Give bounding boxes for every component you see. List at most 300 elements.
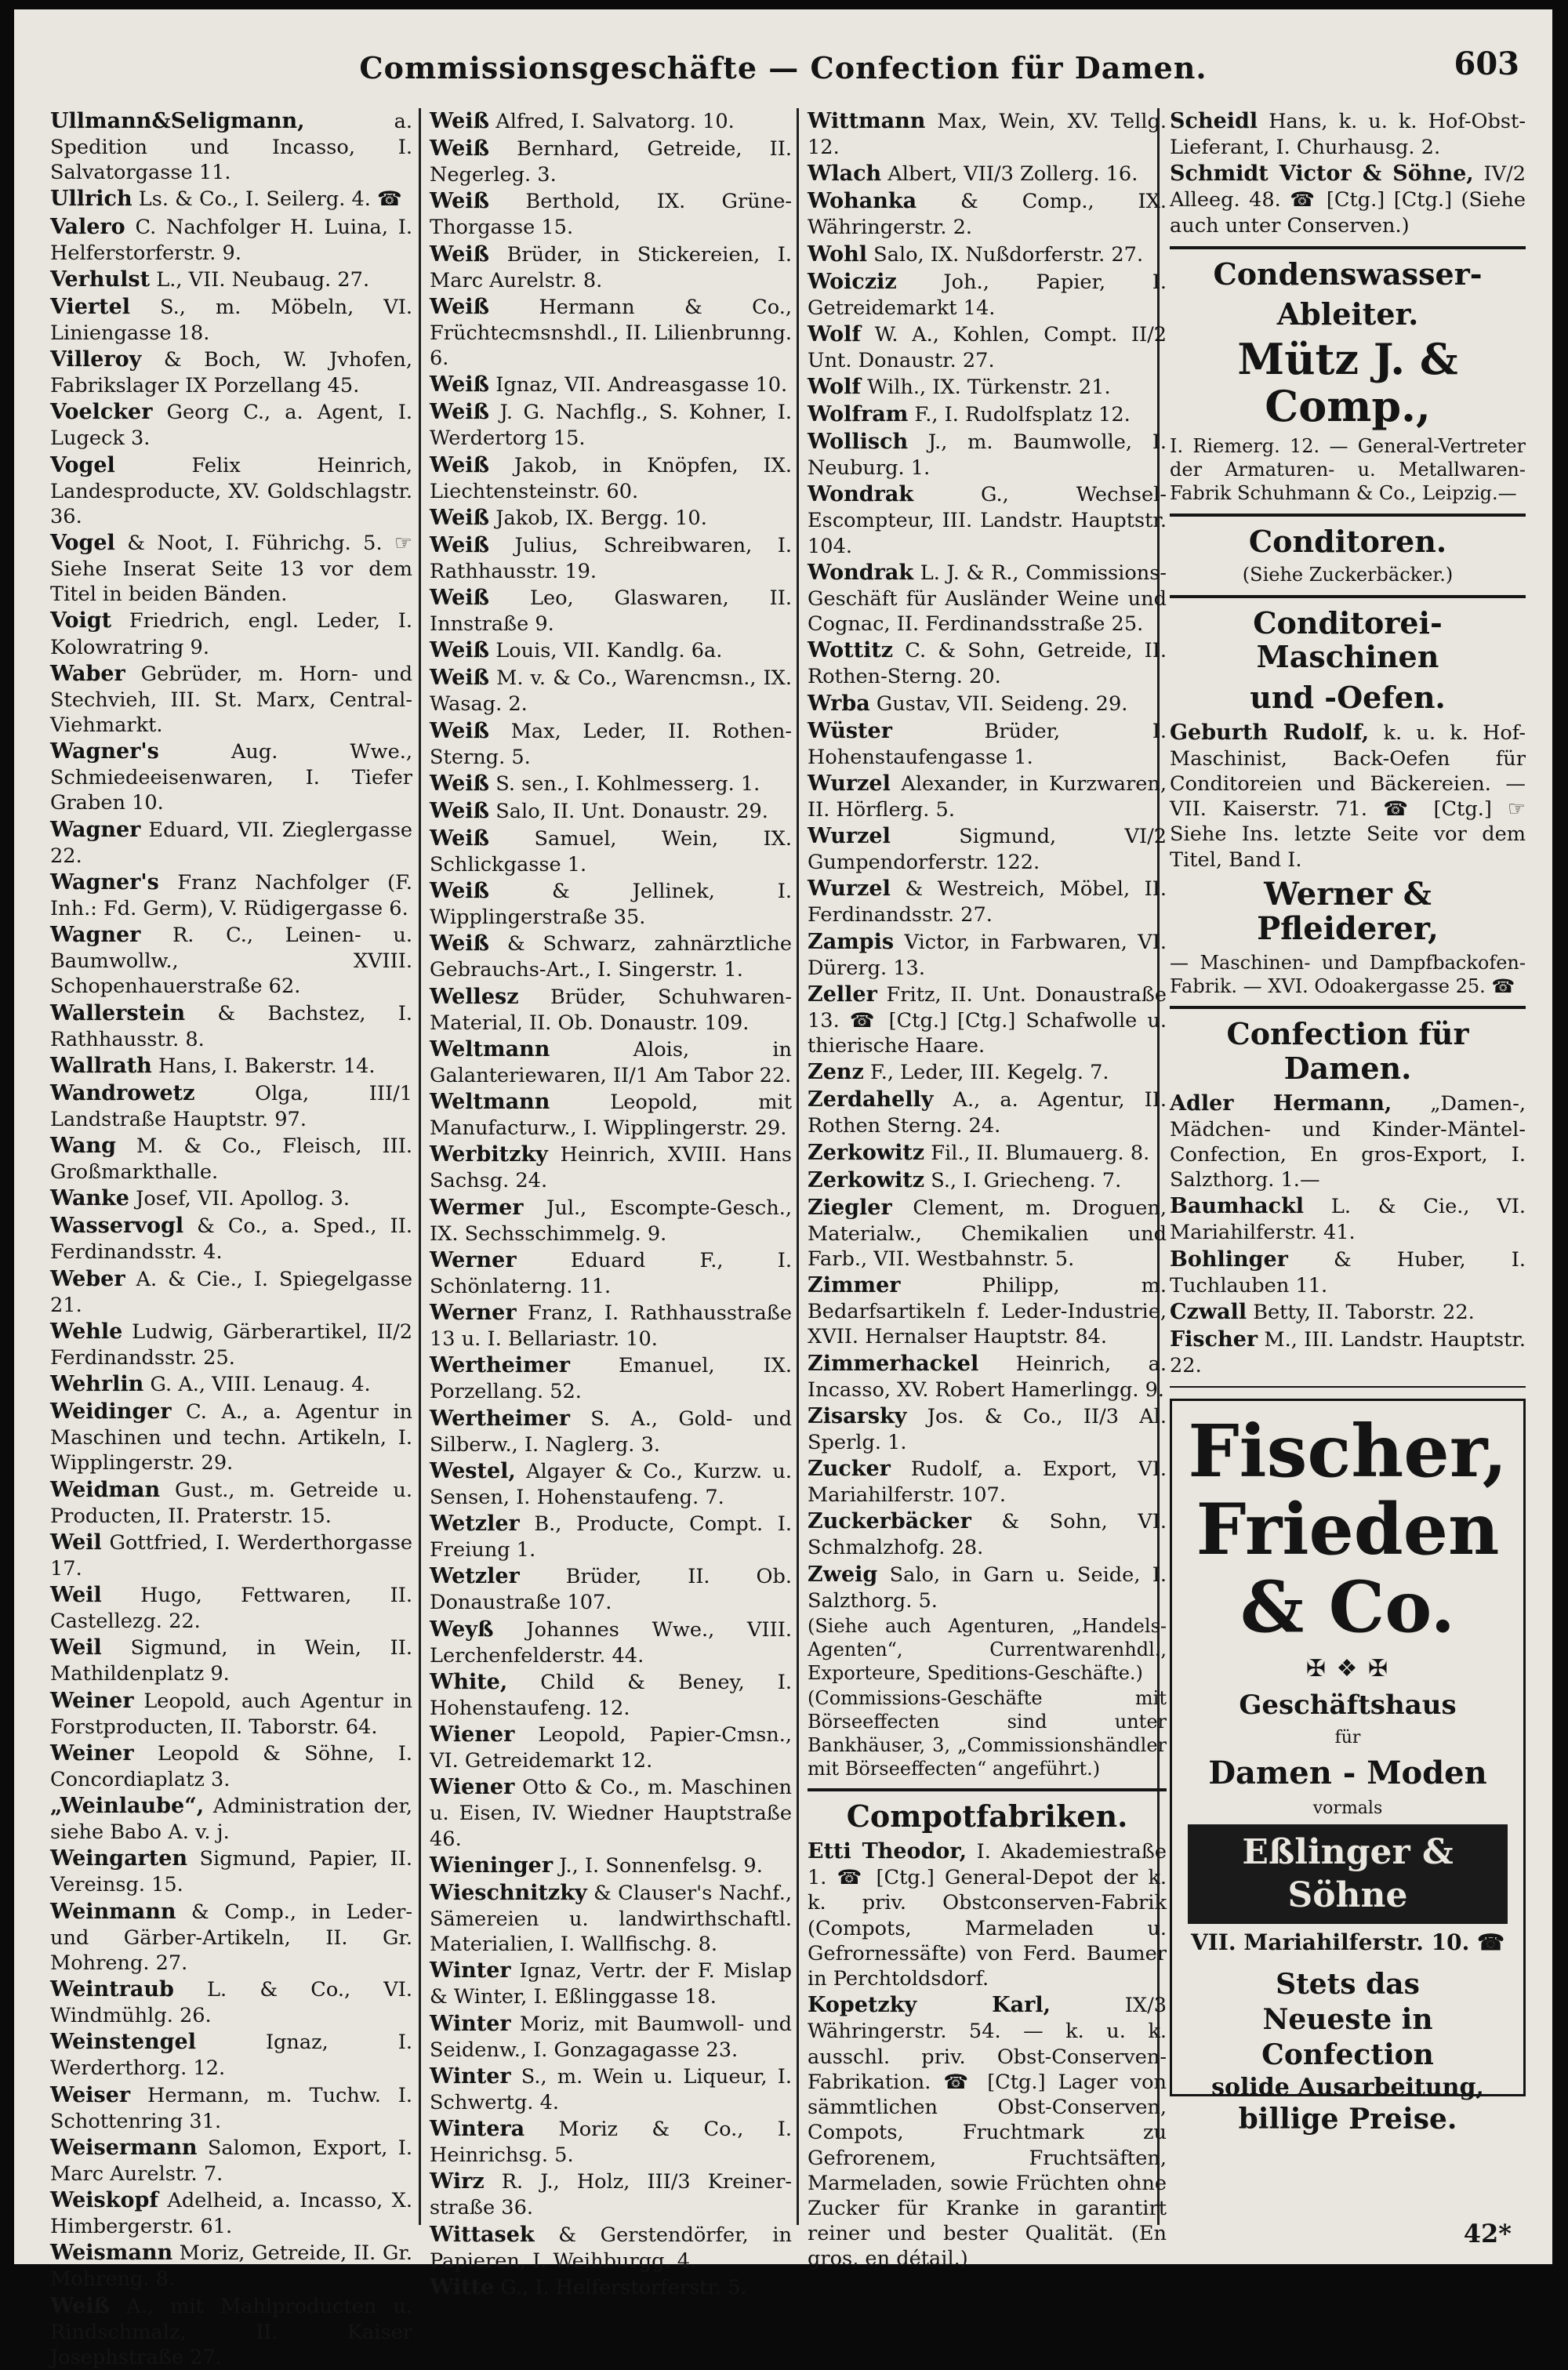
entry-text: Ignaz, VII. Andreasgasse 10. <box>489 373 788 397</box>
directory-entry <box>808 1508 1167 1560</box>
entry-text: C. A., a. Agentur in Maschinen und techn. Artikeln, I. Wipplingerstr. 29. <box>50 1400 412 1475</box>
entry-text: J., I. Sonnenfelsg. 9. <box>553 1853 763 1878</box>
entry-name: Wermer <box>430 1195 524 1220</box>
entry-name: Weintraub <box>50 1977 174 2002</box>
entry-text: Salo, IX. Nußdorferstr. 27. <box>867 242 1144 267</box>
directory-entry <box>808 823 1167 875</box>
entry-text: Moriz, mit Baumwoll- und Seidenw., I. Gonzagagasse 23. <box>430 2012 792 2062</box>
entry-text: & Co., a. Sped., II. Ferdinandsstr. 4. <box>50 1214 412 1265</box>
entry-text: Algayer & Co., Kurzw. u. Sensen, I. Hohenstaufeng. 7. <box>430 1459 792 1509</box>
directory-entry <box>808 321 1167 373</box>
entry-name: Zweig <box>808 1562 878 1587</box>
cm-heading-2: und -Oefen. <box>1250 679 1446 715</box>
entry-text: J., m. Baumwolle, I. Neuburg. 1. <box>808 430 1167 481</box>
entry-text: Bernhard, Getreide, II. Negerleg. 3. <box>430 137 792 187</box>
directory-entry <box>430 1352 792 1404</box>
entry-name: Weltmann <box>430 1090 550 1115</box>
entry-name: Wagner's <box>50 739 159 764</box>
entry-text: Leopold, Papier-Cmsn., VI. Getreidemarkt 12. <box>430 1723 792 1773</box>
entry-text: a. Spedition und Incasso, I. Salvatorgasse 11. <box>50 110 412 185</box>
entry-name: Winter <box>430 2063 511 2089</box>
directory-entry <box>808 269 1167 321</box>
entry-text: Heinrich, a. Incasso, XV. Robert Hamerlingg. 9. <box>808 1352 1167 1402</box>
entry-name: Wittasek <box>430 2222 535 2247</box>
entry-text: Hugo, Fettwaren, II. Castellezg. 22. <box>50 1584 412 1634</box>
entry-text: Brüder, in Stickereien, I. Marc Aurelstr. 8. <box>430 242 792 292</box>
entry-name: Weil <box>50 1635 102 1660</box>
entry-name: Weismann <box>50 2241 173 2266</box>
entry-text: Heinrich, XVIII. Hans Sachsg. 24. <box>430 1143 792 1193</box>
entry-text: Salomon, Export, I. Marc Aurelstr. 7. <box>50 2136 412 2186</box>
confection-heading: Confection für Damen. <box>1226 1016 1469 1086</box>
entry-name: Weiß <box>430 136 490 162</box>
entry-name: Wurzel <box>808 771 891 796</box>
ad-line-8: solide Ausarbeitung, <box>1211 2073 1484 2101</box>
entry-name: Weiß <box>430 372 490 397</box>
entry-name: Voigt <box>50 608 112 633</box>
entry-text: Otto & Co., m. Maschinen u. Eisen, IV. Wiedner Hauptstraße 46. <box>430 1776 792 1851</box>
directory-entry <box>430 1880 792 1957</box>
entry-name: Weiß <box>430 294 490 319</box>
entry-text: R. C., Leinen- u. Baumwollw., XVIII. Schopenhauerstraße 62. <box>50 924 412 999</box>
directory-entry <box>50 108 412 185</box>
entry-name: Weiß <box>430 771 490 796</box>
entry-name: Verhulst <box>50 267 151 292</box>
entry-name: Wintera <box>430 2117 525 2142</box>
entry-text: A., a. Agentur, II. Rothen Sterng. 24. <box>808 1088 1167 1138</box>
column-divider <box>797 108 799 2225</box>
entry-name: Wondrak <box>808 560 914 585</box>
entry-text: Victor, in Farbwaren, VI. Dürerg. 13. <box>808 930 1167 980</box>
entry-text: Max, Leder, II. Rothen-Sterng. 5. <box>430 719 792 769</box>
entry-name: Zuckerbäcker <box>808 1509 971 1534</box>
entry-name: Geburth Rudolf, <box>1170 720 1370 745</box>
entry-text: Sigmund, Papier, II. Vereinsg. 15. <box>50 1847 412 1897</box>
entry-name: Wondrak <box>808 482 914 507</box>
entry-text: Alfred, I. Salvatorg. 10. <box>489 110 735 133</box>
entry-name: Woicziz <box>808 269 897 294</box>
entry-text: Jakob, IX. Bergg. 10. <box>489 506 707 530</box>
directory-entry <box>50 1846 412 1897</box>
ad-small-1: für <box>1334 1727 1361 1748</box>
entry-name: Weinmann <box>50 1899 176 1924</box>
directory-entry <box>808 560 1167 637</box>
directory-entry <box>808 1087 1167 1138</box>
directory-entry <box>430 826 792 877</box>
ad-line-1: Fischer, <box>1188 1409 1508 1494</box>
entry-name: Zampis <box>808 929 895 954</box>
conditoren-sub: (Siehe Zuckerbäcker.) <box>1242 564 1454 586</box>
directory-entry <box>430 665 792 717</box>
entry-text: Brüder, I. Hohenstaufengasse 1. <box>808 719 1167 769</box>
entry-text: Hermann & Co., Früchtecmsnshdl., II. Lilienbrunng. 6. <box>430 295 792 371</box>
directory-entry <box>430 241 792 293</box>
entry-name: Weiß <box>430 532 490 557</box>
entry-text: I. Akademiestraße 1. ☎ [Ctg.] General-Depot der k. k. priv. Obstconserven-Fabrik (Compots, Marmeladen u. Gefrornessäfte) von Ferd. Baumer in Perchtoldsdorf. <box>808 1840 1167 1991</box>
directory-entry <box>50 1133 412 1185</box>
directory-entry <box>50 399 412 451</box>
entry-name: Wolf <box>808 375 862 400</box>
entry-text: C. & Sohn, Getreide, II. Rothen-Sterng. 20. <box>808 639 1167 689</box>
entry-text: Julius, Schreibwaren, I. Rathhausstr. 19. <box>430 533 792 583</box>
directory-entry <box>808 401 1167 428</box>
directory-entry <box>430 771 792 797</box>
entry-text: R. J., Holz, III/3 Kreiner-straße 36. <box>430 2170 792 2220</box>
entry-text: & Clauser's Nachf., Sämereien u. landwirthschaftl. Materialien, I. Wallfischg. 8. <box>430 1881 792 1957</box>
directory-entry <box>430 2222 792 2274</box>
directory-entry <box>1170 1247 1526 1298</box>
directory-entry <box>50 1213 412 1265</box>
ad-line-6: Stets das <box>1276 1967 1420 2001</box>
directory-entry <box>430 1853 792 1879</box>
cm-entries <box>1170 720 1526 873</box>
directory-entry <box>50 661 412 738</box>
entry-name: Zisarsky <box>808 1403 907 1428</box>
directory-entry <box>808 1403 1167 1455</box>
directory-entry <box>430 1300 792 1352</box>
entry-name: Baumhackl <box>1170 1194 1305 1219</box>
directory-entry <box>808 876 1167 927</box>
directory-entry <box>50 1319 412 1370</box>
directory-entry <box>430 1247 792 1299</box>
compot-heading: Compotfabriken. <box>846 1798 1128 1835</box>
directory-entry <box>50 1976 412 2028</box>
entry-name: Wlach <box>808 162 882 187</box>
entry-name: Wohanka <box>808 189 917 214</box>
directory-entry <box>1170 1193 1526 1245</box>
entry-name: Weber <box>50 1266 125 1291</box>
entry-text: Administration der, siehe Babo A. v. j. <box>50 1795 412 1845</box>
directory-entry <box>430 399 792 451</box>
werner-text: — Maschinen- und Dampfbackofen-Fabrik. — XVI. Odoakergasse 25. ☎ <box>1170 951 1526 997</box>
entry-text: Jul., Escompte-Gesch., IX. Sechsschimmelg. 9. <box>430 1196 792 1246</box>
directory-entry <box>1170 1299 1526 1326</box>
directory-entry <box>808 241 1167 268</box>
entry-text: Jakob, in Knöpfen, IX. Liechtensteinstr. 60. <box>430 453 792 503</box>
directory-entry <box>808 481 1167 558</box>
entry-text: & Sohn, VI. Schmalzhofg. 28. <box>808 1510 1167 1560</box>
ad-line-7: Neueste in Confection <box>1261 2002 1434 2071</box>
directory-entry <box>808 637 1167 689</box>
directory-entry <box>430 1958 792 2009</box>
directory-entry <box>50 214 412 266</box>
entry-text: Johannes Wwe., VIII. Lerchenfelderstr. 44. <box>430 1617 792 1668</box>
entry-name: Weiß <box>430 452 490 477</box>
ad-line-4: Damen - Moden <box>1208 1754 1487 1791</box>
entry-text: Samuel, Wein, IX. Schlickgasse 1. <box>430 826 792 877</box>
entry-name: White, <box>430 1669 508 1694</box>
entry-name: Zucker <box>808 1457 891 1482</box>
directory-entry <box>808 188 1167 240</box>
entry-name: Wanke <box>50 1186 129 1211</box>
directory-entry <box>50 817 412 869</box>
ad-address: VII. Mariahilferstr. 10. ☎ <box>1190 1929 1505 1955</box>
ad-line-2: Frieden & Co. <box>1196 1488 1500 1650</box>
directory-entry <box>430 1511 792 1562</box>
entry-name: Weiß <box>430 931 490 956</box>
directory-entry <box>430 532 792 584</box>
directory-entry <box>808 1195 1167 1272</box>
entry-name: Wetzler <box>430 1512 520 1537</box>
entry-name: Weiß <box>430 718 490 743</box>
entry-text: Alois, in Galanteriewaren, II/1 Am Tabor 22. <box>430 1037 792 1087</box>
entry-name: Winter <box>430 1958 511 1983</box>
entry-text: G., Wechsel-Escompteur, III. Landstr. Hauptstr. 104. <box>808 483 1167 558</box>
directory-entry <box>430 1406 792 1457</box>
directory-entry <box>50 1266 412 1318</box>
cross-reference-note: (Commissions-Geschäfte mit Börseeffecten sind unter Bankhäuser, 3, „Commissionshändler mit Börseeffecten“ angeführt.) <box>808 1686 1167 1780</box>
entry-text: S., m. Möbeln, VI. Liniengasse 18. <box>50 295 412 345</box>
entry-text: Betty, II. Taborstr. 22. <box>1247 1300 1475 1324</box>
column-3-notes <box>808 1614 1167 1781</box>
directory-entry <box>50 1793 412 1845</box>
directory-entry <box>430 2274 792 2301</box>
entry-text: S. A., Gold- und Silberw., I. Naglerg. 3. <box>430 1406 792 1457</box>
entry-name: Scheidl <box>1170 109 1258 133</box>
entry-name: Weiß <box>430 400 490 425</box>
directory-entry <box>808 1456 1167 1508</box>
directory-entry <box>430 585 792 637</box>
condens-heading-1: Condenswasser- <box>1213 256 1483 292</box>
directory-entry <box>430 637 792 664</box>
directory-entry <box>430 1089 792 1141</box>
entry-name: Weiner <box>50 1740 134 1766</box>
directory-entry <box>50 739 412 815</box>
entry-name: Wagner's <box>50 869 159 895</box>
directory-entry <box>808 1351 1167 1403</box>
directory-entry <box>50 1740 412 1792</box>
entry-text: Felix Heinrich, Landesproducte, XV. Goldschlagstr. 36. <box>50 453 412 528</box>
entry-text: Albert, VII/3 Zollerg. 16. <box>881 162 1138 187</box>
entry-name: Wang <box>50 1134 116 1159</box>
entry-name: Wandrowetz <box>50 1080 195 1105</box>
directory-entry <box>1170 1091 1526 1193</box>
entry-name: Weiser <box>50 2082 131 2107</box>
directory-entry <box>50 1688 412 1740</box>
entry-text: Sigmund, VI/2 Gumpendorferstr. 122. <box>808 825 1167 875</box>
entry-name: Viertel <box>50 294 131 319</box>
confection-entries <box>1170 1091 1526 1378</box>
entry-text: Hans, I. Bakerstr. 14. <box>151 1054 376 1078</box>
entry-text: & Boch, W. Jvhofen, Fabrikslager IX Porzellang 45. <box>50 348 412 398</box>
entry-name: Weiß <box>430 189 490 214</box>
conditoren-heading: Conditoren. <box>1248 523 1447 559</box>
entry-text: Jos. & Co., II/3 Al. Sperlg. 1. <box>808 1404 1167 1454</box>
entry-text: Salo, II. Unt. Donaustr. 29. <box>489 799 768 823</box>
entry-name: Vogel <box>50 452 115 477</box>
entry-text: Gustav, VII. Seideng. 29. <box>869 691 1128 716</box>
entry-text: Max, Wein, XV. Tellg. 12. <box>808 110 1167 160</box>
entry-text: Olga, III/1 Landstraße Hauptstr. 97. <box>50 1081 412 1131</box>
entry-name: Valero <box>50 214 125 239</box>
entry-text: B., Producte, Compt. I. Freiung 1. <box>430 1512 792 1562</box>
entry-text: Fritz, II. Unt. Donaustraße 13. ☎ [Ctg.] [Ctg.] Schafwolle u. thierische Haare. <box>808 982 1167 1058</box>
entry-name: Wolf <box>808 321 862 347</box>
entry-text: A. & Cie., I. Spiegelgasse 21. <box>50 1267 412 1317</box>
entry-text: Hermann, m. Tuchw. I. Schottenring 31. <box>50 2083 412 2133</box>
entry-text: M. v. & Co., Warencmsn., IX. Wasag. 2. <box>430 666 792 717</box>
directory-entry <box>808 1562 1167 1613</box>
entry-name: Weidinger <box>50 1399 172 1425</box>
directory-entry <box>430 136 792 187</box>
entry-name: Westel, <box>430 1458 516 1483</box>
directory-entry <box>430 1195 792 1247</box>
entry-text: F., I. Rudolfsplatz 12. <box>908 403 1131 427</box>
entry-name: Schmidt Victor & Söhne, <box>1170 162 1474 187</box>
entry-text: Sigmund, in Wein, II. Mathildenplatz 9. <box>50 1636 412 1686</box>
directory-page <box>14 9 1552 2369</box>
entry-name: Weisermann <box>50 2135 198 2160</box>
entry-name: Wellesz <box>430 984 519 1009</box>
entry-name: Weiß <box>430 109 490 133</box>
entry-name: Ullrich <box>50 187 132 212</box>
directory-entry <box>50 922 412 999</box>
entry-name: Werner <box>430 1247 517 1272</box>
entry-name: Wehrlin <box>50 1372 144 1397</box>
directory-entry <box>430 1141 792 1193</box>
directory-entry <box>50 530 412 607</box>
entry-name: Weiß <box>430 505 490 530</box>
compot-entries <box>808 1838 1167 2272</box>
directory-entry <box>50 1371 412 1398</box>
entry-name: Wrba <box>808 691 870 716</box>
entry-name: Werbitzky <box>430 1142 548 1167</box>
entry-text: Eduard, VII. Zieglergasse 22. <box>50 818 412 868</box>
directory-entry <box>430 1563 792 1615</box>
entry-name: Wurzel <box>808 824 891 849</box>
entry-name: Wieninger <box>430 1853 554 1878</box>
directory-entry <box>430 108 792 135</box>
entry-text: Leo, Glaswaren, II. Innstraße 9. <box>430 586 792 637</box>
entry-text: & Jellinek, I. Wipplingerstraße 35. <box>430 880 792 930</box>
ad-small-2: vormals <box>1312 1798 1383 1819</box>
section-rule <box>1170 514 1526 517</box>
directory-entry <box>50 1000 412 1052</box>
directory-entry <box>808 1838 1167 1991</box>
directory-entry <box>1170 161 1526 238</box>
entry-name: Wagner <box>50 923 141 948</box>
entry-text: Salo, in Garn u. Seide, I. Salzthorg. 5. <box>808 1562 1167 1613</box>
page-number: 603 <box>1454 45 1519 82</box>
entry-name: Zeller <box>808 982 877 1007</box>
entry-text: Louis, VII. Kandlg. 6a. <box>489 639 723 663</box>
directory-entry <box>50 452 412 529</box>
entry-name: Weiß <box>50 2293 111 2318</box>
entry-text: Ignaz, Vertr. der F. Mislap & Winter, I. Eßlinggasse 18. <box>430 1959 792 2009</box>
directory-entry <box>50 1399 412 1475</box>
entry-text: L. & Cie., VI. Mariahilferstr. 41. <box>1170 1195 1526 1245</box>
entry-name: Wallerstein <box>50 1000 186 1025</box>
directory-entry <box>50 1582 412 1634</box>
entry-name: Bohlinger <box>1170 1247 1288 1272</box>
column-1 <box>50 108 412 2369</box>
entry-text: L. & Co., VI. Windmühlg. 26. <box>50 1978 412 2028</box>
column-2 <box>430 108 792 2299</box>
section-rule <box>1170 246 1526 249</box>
directory-entry <box>430 1722 792 1773</box>
entry-text: Brüder, II. Ob. Donaustraße 107. <box>430 1565 792 1615</box>
section-rule <box>1170 595 1526 598</box>
entry-text: Ls. & Co., I. Seilerg. 4. ☎ <box>132 187 402 212</box>
directory-entry <box>430 931 792 982</box>
entry-name: „Weinlaube“, <box>50 1794 205 1819</box>
entry-text: Berthold, IX. Grüne-Thorgasse 15. <box>430 190 792 240</box>
directory-entry <box>1170 720 1526 873</box>
entry-text: Moriz & Co., I. Heinrichsg. 5. <box>430 2118 792 2168</box>
entry-text: G. A., VIII. Lenaug. 4. <box>143 1373 371 1397</box>
entry-name: Villeroy <box>50 347 142 372</box>
entry-name: Witte <box>430 2274 495 2299</box>
entry-text: Emanuel, IX. Porzellang. 52. <box>430 1354 792 1404</box>
directory-entry <box>50 869 412 921</box>
directory-entry <box>50 186 412 212</box>
entry-name: Zerdahelly <box>808 1087 934 1112</box>
entry-name: Etti Theodor, <box>808 1839 967 1864</box>
entry-name: Winter <box>430 2011 511 2036</box>
entry-text: Franz, I. Rathhausstraße 13 u. I. Bellariastr. 10. <box>430 1301 792 1352</box>
entry-text: IV/2 Alleeg. 48. ☎ [Ctg.] [Ctg.] (Siehe auch unter Conserven.) <box>1170 162 1526 238</box>
entry-name: Weiß <box>430 638 490 663</box>
entry-text: Leopold, mit Manufacturw., I. Wipplingerstr. 29. <box>430 1091 792 1141</box>
entry-name: Weiß <box>430 241 490 267</box>
entry-text: „Damen-, Mädchen- und Kinder-Mäntel-Confection, En gros-Export, I. Salzthorg. 1.— <box>1170 1091 1526 1192</box>
column-3-entries <box>808 108 1167 1613</box>
entry-name: Ziegler <box>808 1195 892 1220</box>
entry-name: Werner <box>430 1301 517 1326</box>
entry-name: Weil <box>50 1583 102 1608</box>
entry-name: Weiß <box>430 798 490 823</box>
werner-name: Werner & Pfleiderer, <box>1257 875 1439 947</box>
entry-name: Weiß <box>430 879 490 904</box>
directory-entry <box>808 108 1167 160</box>
entry-name: Zimmer <box>808 1273 901 1298</box>
entry-name: Zerkowitz <box>808 1167 925 1192</box>
entry-name: Czwall <box>1170 1299 1247 1324</box>
entry-text: Clement, m. Droguen, Materialw., Chemikalien und Farb., VII. Westbahnstr. 5. <box>808 1196 1167 1271</box>
ad-ornament: ✠ ❖ ✠ <box>1305 1655 1390 1683</box>
entry-text: Leopold, auch Agentur in Forstproducten, II. Taborstr. 64. <box>50 1689 412 1739</box>
entry-name: Wagner <box>50 817 141 842</box>
directory-entry <box>430 718 792 770</box>
entry-text: Alexander, in Kurzwaren, II. Hörflerg. 5. <box>808 771 1167 822</box>
entry-text: C. Nachfolger H. Luina, I. Helferstorferstr. 9. <box>50 215 412 265</box>
directory-entry <box>430 452 792 504</box>
entry-text: G., I. Helferstorferstr. 5. <box>494 2275 747 2299</box>
entry-text: Gottfried, I. Werderthorgasse 17. <box>50 1530 412 1581</box>
entry-name: Weyß <box>430 1617 494 1642</box>
entry-text: Moriz, Getreide, II. Gr. Mohreng. 8. <box>50 2241 412 2292</box>
directory-entry <box>1170 108 1526 160</box>
directory-entry <box>50 608 412 659</box>
directory-entry <box>430 188 792 240</box>
entry-name: Wertheimer <box>430 1353 571 1378</box>
entry-text: W. A., Kohlen, Compt. II/2 Unt. Donaustr. 27. <box>808 322 1167 372</box>
entry-text: & Westreich, Möbel, II. Ferdinandsstr. 27. <box>808 877 1167 927</box>
directory-entry <box>50 267 412 293</box>
entry-name: Weiß <box>430 826 490 851</box>
entry-text: L. J. & R., Commissions-Geschäft für Ausländer Weine und Cognac, II. Ferdinandsstraße 25. <box>808 561 1167 637</box>
entry-text: k. u. k. Hof-Maschinist, Back-Oefen für Conditoreien und Bäckereien. — VII. Kaiserstr. 71. ☎ [Ctg.] ☞ Siehe Ins. letzte Seite vor dem Titel, Band I. <box>1170 720 1526 872</box>
entry-name: Wallrath <box>50 1053 152 1078</box>
directory-entry <box>50 1185 412 1212</box>
directory-entry <box>50 1635 412 1686</box>
entry-text: S. sen., I. Kohlmesserg. 1. <box>489 771 760 796</box>
running-head: Commissionsgeschäfte — Confection für Damen. <box>359 50 1207 85</box>
entry-text: & Comp., in Leder- und Gärber-Artikeln, II. Gr. Mohreng. 27. <box>50 1900 412 1975</box>
entry-name: Wasservogl <box>50 1214 184 1239</box>
directory-entry <box>430 294 792 371</box>
section-rule <box>808 1788 1167 1791</box>
